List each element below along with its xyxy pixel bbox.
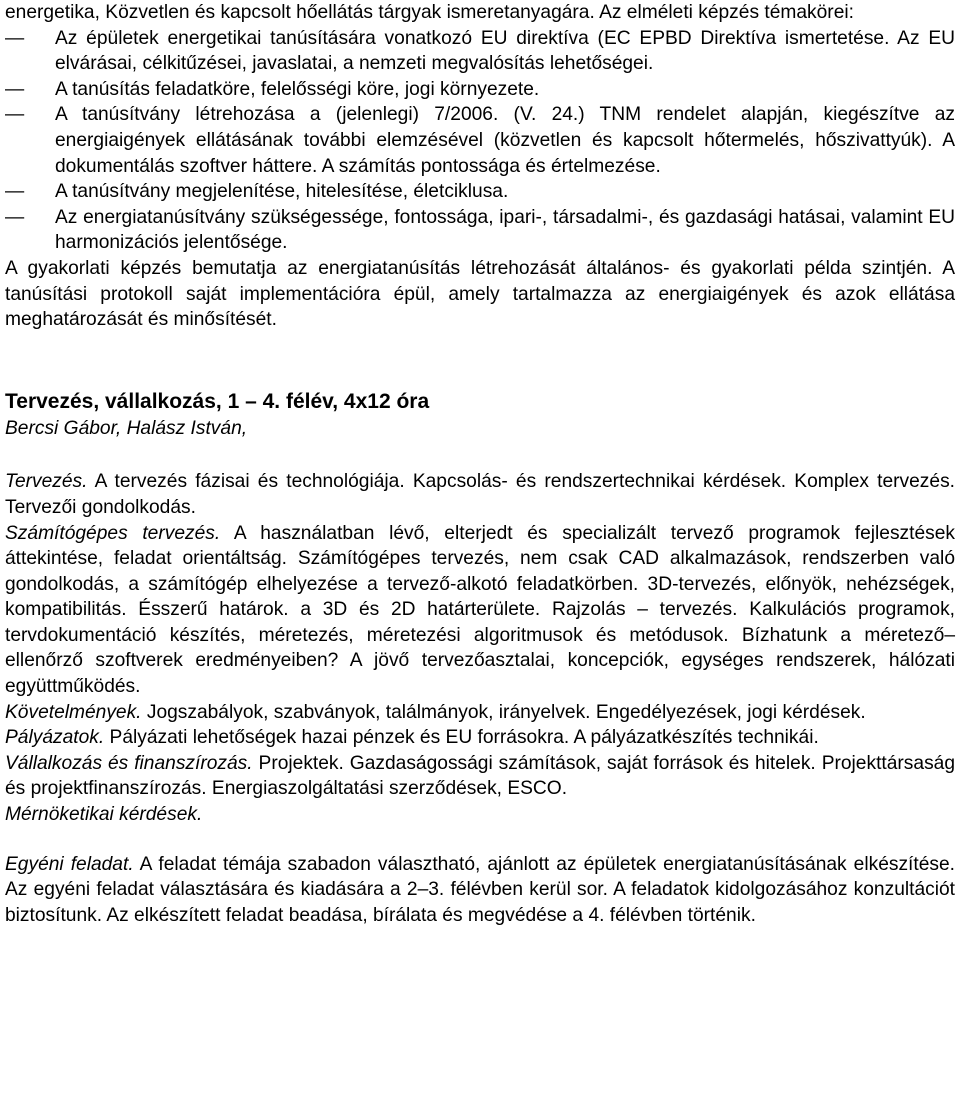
dash-marker: — — [5, 206, 25, 228]
paragraph-label: Vállalkozás és finanszírozás. — [5, 752, 253, 774]
paragraph-mernoketika — [5, 802, 955, 828]
topic-item-1 — [5, 26, 955, 77]
section-authors: Bercsi Gábor, Halász István, — [5, 417, 248, 439]
paragraph-text: Jogszabályok, szabványok, találmányok, irányelvek. Engedélyezések, jogi kérdések. — [141, 701, 866, 723]
dash-marker: — — [5, 104, 25, 126]
paragraph-tervezes — [5, 469, 955, 520]
dash-marker: — — [5, 78, 25, 100]
paragraph-palyazatok — [5, 725, 955, 751]
paragraph-szamitogepes-tervezes — [5, 521, 955, 700]
topic-text: Az energiatanúsítvány szükségessége, fontossága, ipari-, társadalmi-, és gazdasági hatásai, valamint EU harmonizációs jelentősége. — [55, 206, 955, 254]
intro-paragraph: energetika, Közvetlen és kapcsolt hőellátás tárgyak ismeretanyagára. Az elméleti képzés témakörei: — [5, 2, 854, 23]
paragraph-label: Egyéni feladat. — [5, 853, 134, 875]
practice-paragraph: A gyakorlati képzés bemutatja az energiatanúsítás létrehozását általános- és gyakorlati példa szintjén. A tanúsítási protokoll saját implementációra épül, amely tartalmazza az energiaigények és azok ellátása meghatározását és minősítését. — [5, 257, 955, 331]
paragraph-text: A használatban lévő, elterjedt és specializált tervező programok fejlesztések áttekintése, feladat orientáltság. Számítógépes tervezés, nem csak CAD alkalmazások, rendszerben való gondolkodás, a számítógép elhelyezése a tervező-alkotó feladatkörben. 3D-tervezés, előnyök, nehézségek, kompatibilitás. Ésszerű határok. a 3D és 2D határterülete. Rajzolás – tervezés. Kalkulációs programok, tervdokumentáció készítés, méretezés, méretezési algoritmusok és metódusok. Bízhatunk a méretező–ellenőrző szoftverek eredményeiben? A jövő tervezőasztalai, koncepciók, egységes rendszerek, hálózati együttműködés. — [5, 522, 956, 698]
topic-item-2 — [5, 77, 955, 103]
paragraph-egyeni-feladat — [5, 852, 955, 929]
spacer — [5, 333, 955, 388]
topic-text: A tanúsítvány megjelenítése, hitelesítése, életciklusa. — [55, 181, 509, 203]
paragraph-label: Követelmények. — [5, 701, 142, 723]
section-title: Tervezés, vállalkozás, 1 – 4. félév, 4x12 óra — [5, 389, 430, 413]
topic-item-4 — [5, 179, 955, 205]
spacer — [5, 828, 955, 852]
topic-item-5 — [5, 205, 955, 256]
paragraph-label: Pályázatok. — [5, 727, 105, 749]
paragraph-label: Számítógépes tervezés. — [5, 522, 221, 544]
paragraph-vallalkozas — [5, 751, 955, 802]
paragraph-text: A feladat témája szabadon választható, ajánlott az épületek energiatanúsításának elkészítése. Az egyéni feladat választására és kiadására a 2–3. félévben kerül sor. A feladatok kidolgozásához konzultációt biztosítunk. Az elkészített feladat beadása, bírálata és megvédése a 4. félévben történik. — [5, 853, 955, 926]
paragraph-text: Projektek. Gazdaságossági számítások, saját források és hitelek. Projekttársaság és projektfinanszírozás. Energiaszolgáltatási szerződések, ESCO. — [5, 752, 955, 800]
topic-text: A tanúsítás feladatköre, felelősségi köre, jogi környezete. — [55, 78, 540, 100]
paragraph-label: Tervezés. — [5, 471, 88, 493]
paragraph-kovetelmenyek — [5, 700, 955, 726]
paragraph-label: Mérnöketikai kérdések. — [5, 804, 203, 826]
topic-text: A tanúsítvány létrehozása a (jelenlegi) 7/2006. (V. 24.) TNM rendelet alapján, kiegészítve az energiaigények ellátásának további elemzésével (közvetlen és kapcsolt hőtermelés, hőszivattyúk). A dokumentálás szoftver háttere. A számítás pontossága és értelmezése. — [55, 104, 955, 177]
topic-item-3 — [5, 102, 955, 179]
dash-marker: — — [5, 27, 25, 49]
paragraph-text: Pályázati lehetőségek hazai pénzek és EU forrásokra. A pályázatkészítés technikái. — [104, 727, 819, 749]
paragraph-text: A tervezés fázisai és technológiája. Kapcsolás- és rendszertechnikai kérdések. Komplex tervezés. Tervezői gondolkodás. — [5, 471, 955, 518]
topic-text: Az épületek energetikai tanúsítására vonatkozó EU direktíva (EC EPBD Direktíva ismertetése. Az EU elvárásai, célkitűzései, javaslatai, a nemzeti megvalósítás lehetőségei. — [55, 27, 955, 75]
dash-marker: — — [5, 181, 25, 203]
